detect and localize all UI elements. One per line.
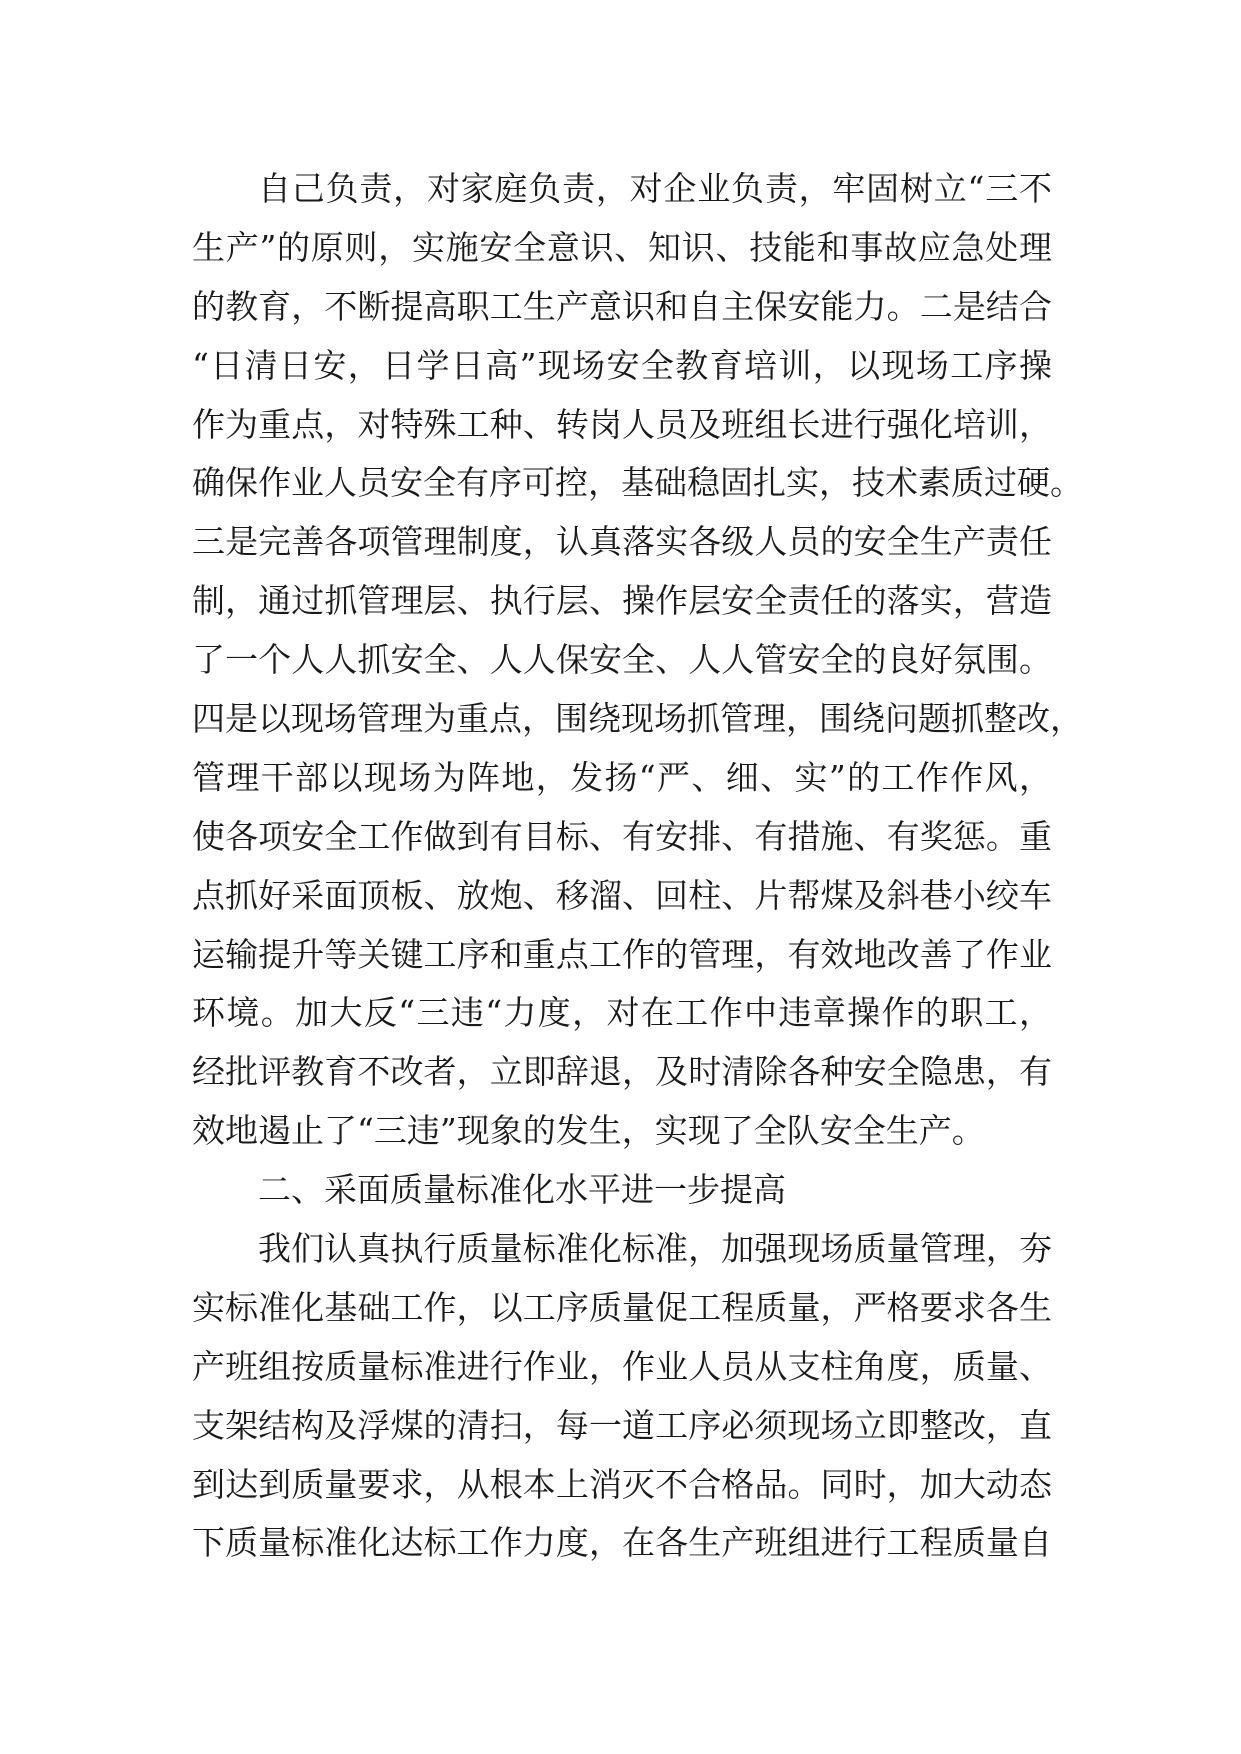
text-line: 管理干部以现场为阵地，发扬“严、细、实”的工作作风， [192,757,1052,797]
text-line: 下质量标准化达标工作力度，在各生产班组进行工程质量自 [192,1523,1052,1563]
text-line: 实标准化基础工作，以工序质量促工程质量，严格要求各生 [192,1287,1052,1327]
text-line: 支架结构及浮煤的清扫，每一道工序必须现场立即整改，直 [192,1405,1052,1445]
text-line: 产班组按质量标准进行作业，作业人员从支柱角度，质量、 [192,1346,1052,1386]
section-heading: 二、采面质量标准化水平进一步提高 [258,1170,786,1210]
body-text [192,160,1083,1573]
text-line: 使各项安全工作做到有目标、有安排、有措施、有奖惩。重 [192,816,1052,856]
text-line: 点抓好采面顶板、放炮、移溜、回柱、片帮煤及斜巷小绞车 [192,875,1052,915]
text-line: 生产”的原则，实施安全意识、知识、技能和事故应急处理 [192,227,1052,267]
text-line: 运输提升等关键工序和重点工作的管理，有效地改善了作业 [192,934,1052,974]
text-line: 了一个人人抓安全、人人保安全、人人管安全的良好氛围。 [192,640,1052,680]
text-line: 三是完善各项管理制度，认真落实各级人员的安全生产责任 [192,522,1052,562]
text-line: 作为重点，对特殊工种、转岗人员及班组长进行强化培训， [192,404,1052,444]
text-line: 自己负责，对家庭负责，对企业负责，牢固树立“三不 [258,169,1052,208]
text-line: 我们认真执行质量标准化标准，加强现场质量管理，夯 [258,1229,1052,1269]
text-line: 经批评教育不改者，立即辞退，及时清除各种安全隐患，有 [192,1052,1052,1092]
text-line: 效地遏止了“三违”现象的发生，实现了全队安全生产。 [192,1111,985,1151]
text-line: 的教育，不断提高职工生产意识和自主保安能力。二是结合 [192,286,1052,326]
text-line: 确保作业人员安全有序可控，基础稳固扎实，技术素质过硬。 [192,463,1083,503]
text-line: 四是以现场管理为重点，围绕现场抓管理，围绕问题抓整改， [192,699,1083,739]
text-line: 制，通过抓管理层、执行层、操作层安全责任的落实，营造 [192,581,1052,621]
text-line: “日清日安，日学日高”现场安全教育培训，以现场工序操 [192,345,1052,385]
text-line: 到达到质量要求，从根本上消灭不合格品。同时，加大动态 [192,1464,1052,1504]
text-line: 环境。加大反“三违“力度，对在工作中违章操作的职工， [192,993,1052,1033]
